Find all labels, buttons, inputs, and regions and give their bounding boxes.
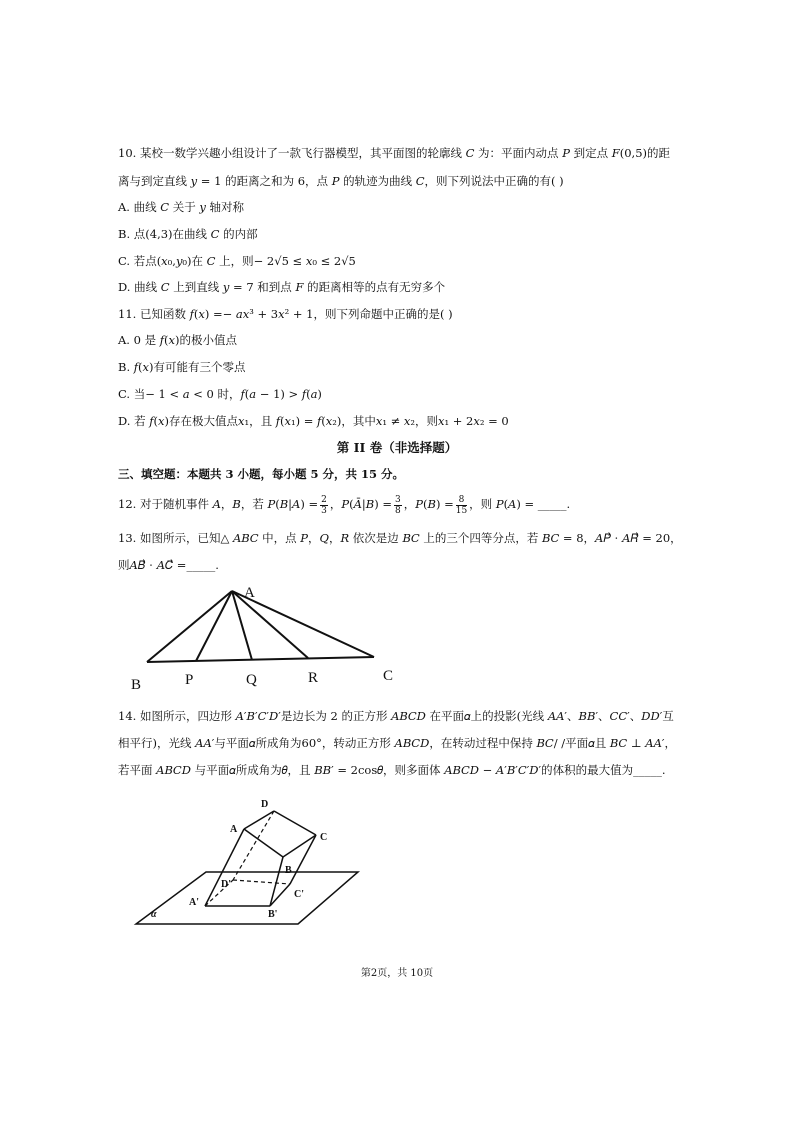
q10-stem-line-1: 10. 某校一数学兴趣小组设计了一款飞行器模型，其平面图的轮廓线 𝐶 为：平面内动点 𝑃 到定点 𝐹(0,5)的距 [118, 146, 670, 160]
section3-title: 三、填空题：本题共 3 小题，每小题 5 分，共 15 分。 [118, 467, 405, 481]
label-c: C [383, 668, 394, 684]
q12-fraction-3-num: 8 [456, 495, 467, 506]
q11-option-c: C. 当− 1 < 𝑎 < 0 时，𝑓(𝑎 − 1) > 𝑓(𝑎) [118, 387, 322, 401]
q12-fraction-2-num: 3 [395, 494, 401, 505]
label-alpha: α [151, 909, 157, 920]
q14-line-2: 相平行)，光线 𝐴𝐴′与平面𝛼所成角为60°，转动正方形 𝐴𝐵𝐶𝐷，在转动过程中保持 𝐵𝐶/ /平面𝛼且 𝐵𝐶 ⊥ 𝐴𝐴′， [118, 736, 677, 750]
label-b-prime: B' [268, 909, 278, 920]
part2-title: 第 II 卷（非选择题） [336, 440, 458, 455]
q14-line-1: 14. 如图所示，四边形 𝐴′𝐵′𝐶′𝐷′是边长为 2 的正方形 𝐴𝐵𝐶𝐷 在平面𝛼上的投影(光线 𝐴𝐴′、𝐵𝐵′、𝐶𝐶′、𝐷𝐷′互 [118, 709, 674, 723]
hidden-edge-d-prime-c-prime [233, 880, 290, 884]
label-b: B [131, 677, 142, 693]
edge-ab [244, 829, 283, 857]
ray-aa-prime [205, 829, 244, 906]
q12-mid-2: ，𝑃(𝐵) = [403, 497, 454, 511]
q14-line-3: 若平面 𝐴𝐵𝐶𝐷 与平面𝛼所成角为𝜃，且 𝐵𝐵′ = 2cos𝜃，则多面体 𝐴𝐵𝐶𝐷 − 𝐴′𝐵′𝐶′𝐷′的体积的最大值为_____. [118, 763, 666, 777]
q12-fraction-3-den: 15 [455, 505, 468, 516]
edge-bc [283, 835, 316, 857]
q11-stem: 11. 已知函数 𝑓(𝑥) =− 𝑎𝑥³ + 3𝑥² + 1，则下列命题中正确的是( ) [118, 307, 453, 321]
label-a: A [244, 585, 255, 601]
page-footer: 第2页，共 10页 [360, 968, 434, 979]
q11-option-b: B. 𝑓(𝑥)有可能有三个零点 [118, 360, 246, 374]
label-c-prime: C' [294, 889, 304, 900]
q13-line-2: 则𝐴𝐵⃗ ⋅ 𝐴𝐶⃗ =_____. [118, 558, 219, 572]
edge-da [244, 811, 274, 829]
q13-line-1: 13. 如图所示，已知△ 𝐴𝐵𝐶 中，点 𝑃，𝑄，𝑅 依次是边 𝐵𝐶 上的三个四等分点，若 𝐵𝐶 = 8，𝐴𝑃⃗ ⋅ 𝐴𝑅⃗ = 20， [118, 531, 682, 545]
q10-option-d: D. 曲线 𝐶 上到直线 𝑦 = 7 和到点 𝐹 的距离相等的点有无穷多个 [118, 280, 446, 294]
plane-alpha [136, 872, 358, 924]
q11-option-a: A. 0 是 𝑓(𝑥)的极小值点 [118, 333, 237, 347]
q10-option-b: B. 点(4,3)在曲线 𝐶 的内部 [118, 227, 258, 241]
q10-option-c: C. 若点(𝑥₀,𝑦₀)在 𝐶 上，则− 2√5 ≤ 𝑥₀ ≤ 2√5 [118, 254, 356, 268]
label-r: R [308, 670, 319, 686]
label-a: A [230, 824, 238, 835]
q12-fraction-1-den: 3 [321, 505, 327, 516]
label-a-prime: A' [189, 897, 199, 908]
edge-cd [274, 811, 316, 835]
q12-fraction-1-num: 2 [321, 494, 327, 505]
q12-mid-1: ，𝑃(𝐴̄|𝐵) = [329, 497, 393, 511]
q12-fraction-2-den: 8 [395, 505, 401, 516]
q11-option-d: D. 若 𝑓(𝑥)存在极大值点𝑥₁，且 𝑓(𝑥₁) = 𝑓(𝑥₂)，其中𝑥₁ ≠ 𝑥₂，则𝑥₁ + 2𝑥₂ = 0 [118, 414, 509, 428]
label-d: D [261, 799, 269, 810]
label-q: Q [246, 672, 257, 688]
q10-stem-line-2: 离与到定直线 𝑦 = 1 的距离之和为 6，点 𝑃 的轨迹为曲线 𝐶，则下列说法中正确的有( ) [118, 174, 564, 188]
q12-post: ，则 𝑃(𝐴) = _____. [469, 497, 571, 511]
label-p: P [185, 672, 194, 688]
label-d-prime: D' [221, 879, 231, 890]
label-c: C [320, 832, 328, 843]
q10-option-a: A. 曲线 𝐶 关于 𝑦 轴对称 [118, 200, 245, 214]
ray-cc-prime [290, 835, 316, 884]
label-b: B [285, 865, 292, 876]
q12-pre: 12. 对于随机事件 𝐴，𝐵，若 𝑃(𝐵|𝐴) = [118, 497, 319, 511]
